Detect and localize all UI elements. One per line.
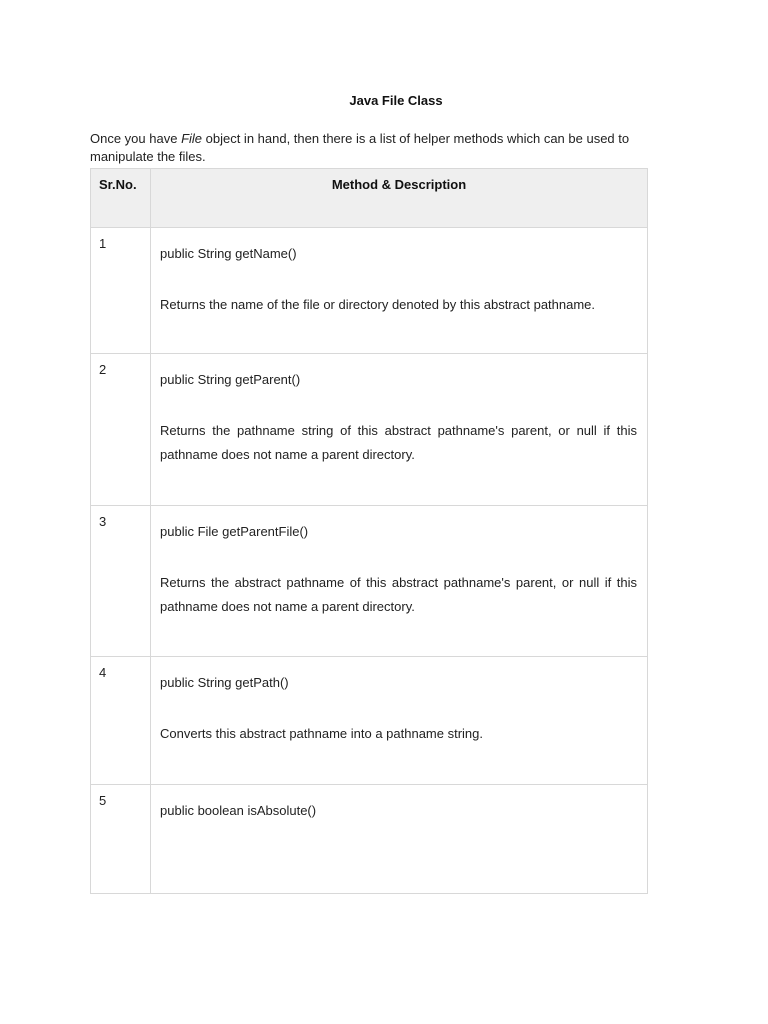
intro-text-end: object in hand, then there is a list of helper methods which can be used to manipulate the files. xyxy=(90,131,630,164)
table-row xyxy=(91,785,648,894)
row-number: 5 xyxy=(91,785,151,894)
method-description: Returns the name of the file or directory denoted by this abstract pathname. xyxy=(160,297,596,312)
intro-paragraph xyxy=(90,130,680,166)
method-description: Returns the pathname string of this abstract pathname's parent, or null if this pathname does not name a parent directory. xyxy=(160,423,637,462)
row-number: 3 xyxy=(91,506,151,657)
row-method-cell xyxy=(151,228,648,354)
row-method-cell xyxy=(151,354,648,506)
table-row xyxy=(91,657,648,785)
intro-emphasis: File xyxy=(181,131,203,146)
row-method-cell xyxy=(151,657,648,785)
method-signature: public boolean isAbsolute() xyxy=(160,803,317,818)
methods-table xyxy=(90,168,648,894)
page-title: Java File Class xyxy=(349,93,443,108)
method-signature: public String getPath() xyxy=(160,675,289,690)
table-header-row xyxy=(91,169,648,228)
method-signature: public File getParentFile() xyxy=(160,524,309,539)
method-signature: public String getName() xyxy=(160,246,297,261)
row-method-cell xyxy=(151,785,648,894)
method-description: Converts this abstract pathname into a pathname string. xyxy=(160,726,484,741)
method-description: Returns the abstract pathname of this abstract pathname's parent, or null if this pathname does not name a parent directory. xyxy=(160,575,637,614)
row-number: 4 xyxy=(91,657,151,785)
row-number: 2 xyxy=(91,354,151,506)
intro-text-start: Once you have xyxy=(90,131,182,146)
row-method-cell xyxy=(151,506,648,657)
table-row xyxy=(91,506,648,657)
row-number: 1 xyxy=(91,228,151,354)
table-row xyxy=(91,228,648,354)
table-row xyxy=(91,354,648,506)
header-method-description: Method & Description xyxy=(151,169,648,228)
method-signature: public String getParent() xyxy=(160,372,301,387)
header-sr-no: Sr.No. xyxy=(91,169,151,228)
